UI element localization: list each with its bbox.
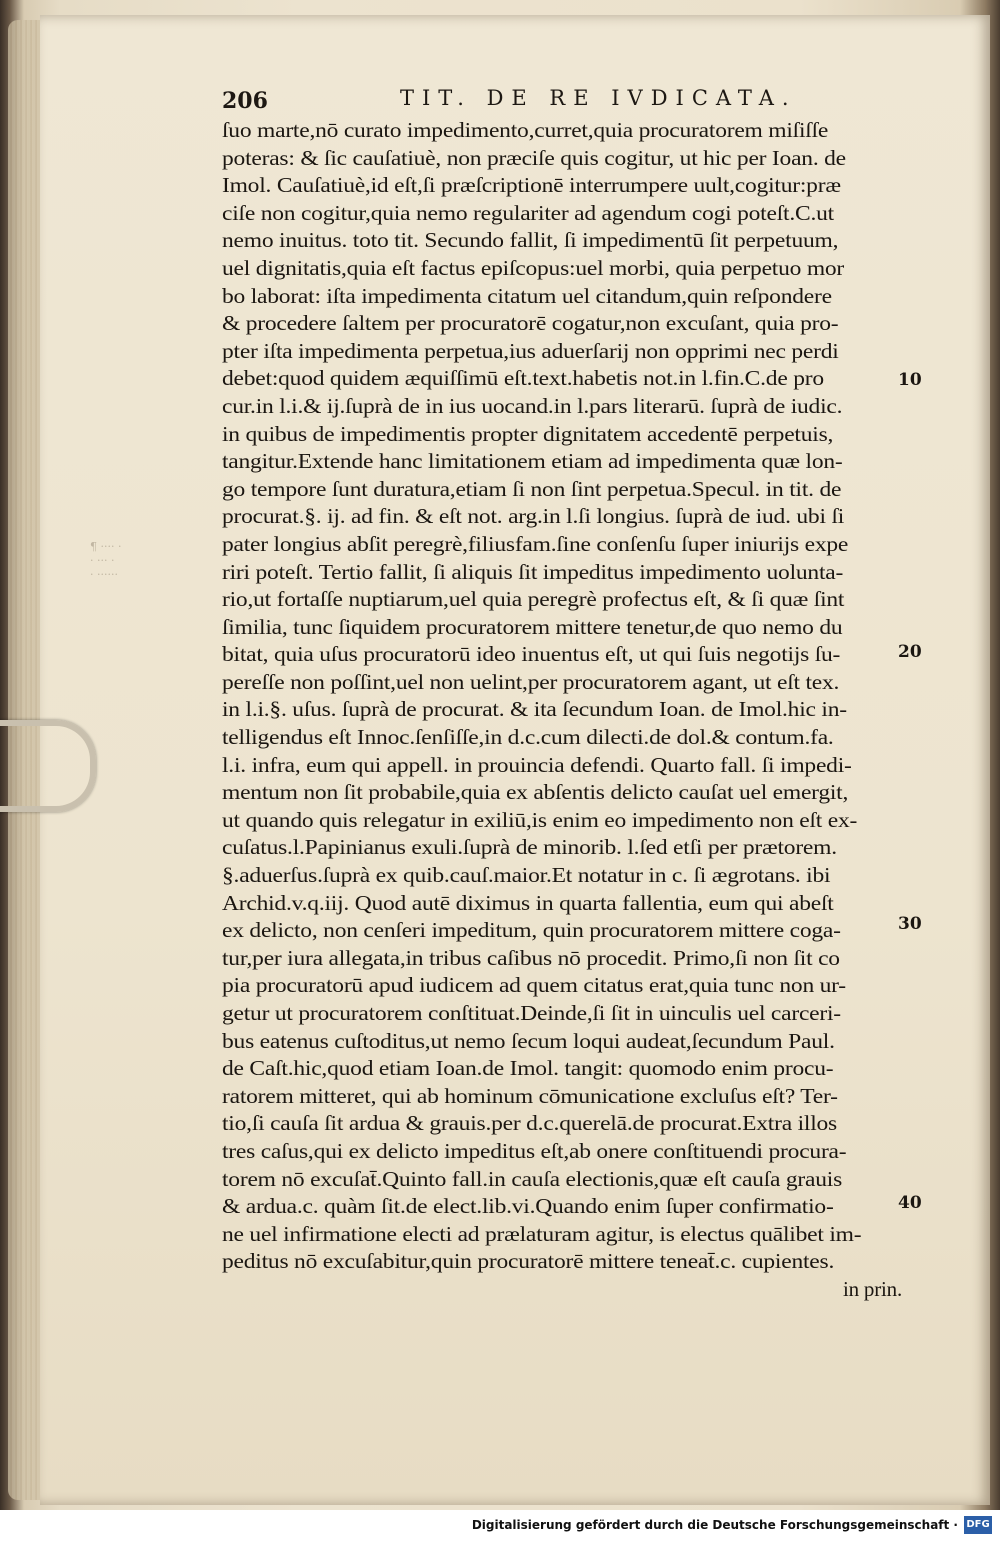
text-line: de Caſt.hic,quod etiam Ioan.de Imol. tangit: quomodo enim procu- [222,1056,834,1081]
text-line: Archid.v.q.iij. Quod autē diximus in quarta fallentia, eum qui abeſt [222,890,834,915]
text-line: pter iſta impedimenta perpetua,ius aduerſarij non opprimi nec perdi [222,338,839,363]
page-header [222,86,902,116]
running-title: TIT. DE RE IVDICATA. [400,86,797,110]
page-clip [0,720,96,812]
text-line: in l.i.§. uſus. ſuprà de procurat. & ita ſecundum Ioan. de Imol.hic in- [222,697,847,722]
text-line: rio,ut fortaſſe nuptiarum,uel quia peregrè profectus eſt, & ſi quæ ſint [222,587,845,612]
text-line: getur ut procuratorem conſtituat.Deinde,ſi ſit in uinculis uel carceri- [222,1001,841,1025]
text-line: & procedere ſaltem per procuratorē cogatur,non excuſant, quia pro- [222,311,839,336]
text-line: torem nō excuſat̄.Quinto fall.in cauſa electionis,quæ eſt cauſa grauis [222,1166,843,1191]
text-line: pater longius abſit peregrè,filiusfam.ſine conſenſu ſuper iniurijs expe [222,531,849,556]
margin-line-number: 40 [898,1193,922,1213]
catchword: in prin. [842,1276,902,1301]
text-line: telligendus eſt Innoc.ſenſiſſe,in d.c.cum dilecti.de dol.& contum.fa. [222,725,834,750]
body-text [222,117,912,1304]
text-line: peditus nō excuſabitur,quin procuratorē mittere teneat̄.c. cupientes. [222,1249,835,1274]
show-through-text: ¶ ···· · · ··· · · ······ [90,540,122,581]
text-line: pia procuratorū apud iudicem ad quem citatus erat,quia tunc non ur- [222,973,846,998]
margin-line-number: 10 [898,370,922,390]
text-line: ſuo marte,nō curato impedimento,curret,quia procuratorem miſiſſe [222,118,829,142]
margin-line-number: 20 [898,642,922,662]
text-line: tio,ſi cauſa ſit ardua & grauis.per d.c.querelā.de procurat.Extra illos [222,1111,837,1136]
text-line: go tempore ſunt duratura,etiam ſi non ſint perpetua.Specul. in tit. de [222,476,842,501]
text-line: pereſſe non poſſint,uel non uelint,per procuratorem agant, ut eſt tex. [222,669,840,694]
text-line: cuſatus.l.Papinianus exuli.ſuprà de minorib. l.ſed etſi per prætorem. [222,835,837,860]
text-line: mentum non ſit probabile,quia ex abſentis delicto cauſat uel emergit, [222,780,849,805]
text-line: tres caſus,qui ex delicto impeditus eſt,ab onere conſtituendi procura- [222,1138,847,1163]
text-line: poteras: & ſic cauſatiuè, non præciſe quis cogitur, ut hic per Ioan. de [222,145,846,170]
text-line: ut quando quis relegatur in exiliū,is enim eo impedimento non eſt ex- [222,807,858,832]
page-number: 206 [222,88,268,114]
text-line: cur.in l.i.& ij.ſuprà de in ius uocand.in l.pars literarū. ſuprà de iudic. [222,393,843,418]
text-line: bitat, quia uſus procuratorū ideo inuentus eſt, ut qui ſuis negotijs ſu- [222,642,841,667]
text-line: ne uel infirmatione electi ad prælaturam agitur, is electus quālibet im- [222,1221,862,1246]
text-line: bus eatenus cuſtoditus,ut nemo ſecum loqui audeat,ſecundum Paul. [222,1028,835,1053]
dfg-logo[interactable]: DFG [964,1516,992,1534]
text-line: riri poteſt. Tertio fallit, ſi aliquis ſit impeditus impedimento uolunta- [222,559,844,584]
text-line: l.i. infra, eum qui appell. in prouincia defendi. Quarto fall. ſi impedi- [222,752,852,777]
footer-bar [0,1510,1000,1541]
funding-credit: Digitalisierung gefördert durch die Deutsche Forschungsgemeinschaft · [471,1518,958,1532]
text-line: nemo inuitus. toto tit. Secundo fallit, ſi impedimentū ſit perpetuum, [222,228,839,253]
text-line: §.aduerſus.ſuprà ex quib.cauſ.maior.Et notatur in c. ſi ægrotans. ibi [222,863,831,888]
text-line: uel dignitatis,quia eſt factus epiſcopus:uel morbi, quia perpetuo mor [222,255,845,280]
text-line: tur,per iura allegata,in tribus caſibus nō procedit. Primo,ſi non ſit co [222,945,840,970]
text-line: debet:quod quidem æquiſſimū eſt.text.habetis not.in l.fin.C.de pro [222,366,824,391]
text-line: ſimilia, tunc ſiquidem procuratorem mittere tenetur,de quo nemo du [222,614,843,639]
text-line: bo laborat: iſta impedimenta citatum uel citandum,quin reſpondere [222,283,832,308]
text-line: procurat.§. ij. ad fin. & eſt not. arg.in l.ſi longius. ſuprà de iud. ubi ſi [222,504,845,529]
text-line: ex delicto, non cenſeri impeditum, quin procuratorem mittere coga- [222,918,841,943]
text-line: Imol. Cauſatiuè,id eſt,ſi præſcriptionē interrumpere uult,cogitur:præ [222,173,841,198]
margin-line-number: 30 [898,914,922,934]
text-line: ratorem mitteret, qui ab hominum cōmunicatione excluſus eſt? Ter- [222,1083,838,1108]
text-line: tangitur.Extende hanc limitationem etiam ad impedimenta quæ lon- [222,449,843,474]
text-line: & ardua.c. quàm ſit.de elect.lib.vi.Quando enim ſuper confirmatio- [222,1194,834,1219]
text-line: in quibus de impedimentis propter dignitatem accedentē perpetuis, [222,421,834,446]
text-line: ciſe non cogitur,quia nemo regulariter ad agendum cogi poteſt.C.ut [222,200,834,225]
